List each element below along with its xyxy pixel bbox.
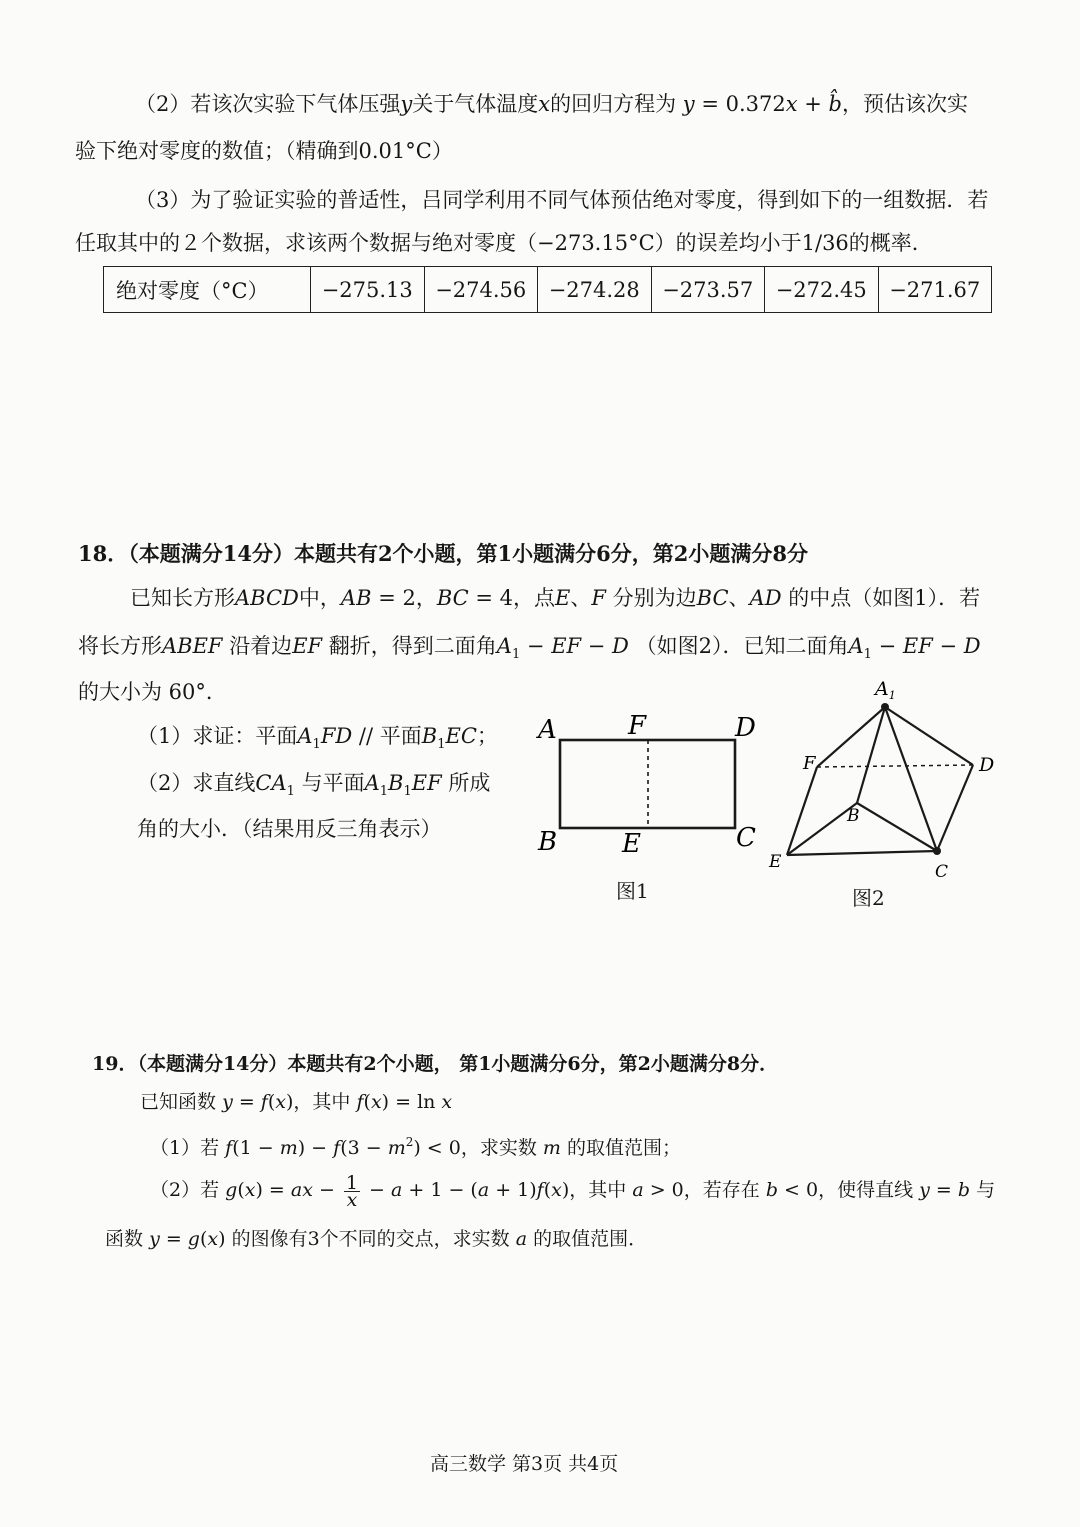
q19-sub1: （1）若 $f(1 - m) - f(3 - m^2) < 0$，求实数 m 的取值范围；: [150, 1135, 682, 1159]
label-c: C: [736, 823, 756, 853]
text: （2）若: [150, 1179, 220, 1201]
text: 的取值范围；: [567, 1137, 682, 1159]
figure-2-folded-solid: [765, 675, 1035, 885]
q19-title: 19．（本题满分14分）本题共有2个小题， 第1小题满分6分，第2小题满分8分．: [92, 1053, 779, 1075]
text: ，预估该次实: [841, 92, 968, 116]
figure-1-rectangle: [530, 700, 770, 860]
label-a1: $A_1$: [875, 678, 896, 702]
q18-line3: 的大小为 60°．: [78, 680, 227, 704]
text: 平面: [379, 724, 422, 748]
text: （2）求直线: [137, 771, 256, 795]
edge-a1-d: [885, 707, 973, 765]
table-cell: −273.57: [651, 267, 765, 313]
table-cell: −274.56: [424, 267, 538, 313]
q18-line2: 将长方形ABEF 沿着边EF 翻折，得到二面角$A_1$ − EF − D （如图2）．已知二面角$A_1$ − EF − D: [78, 634, 981, 662]
text: （2）若该次实验下气体压强: [135, 92, 401, 116]
label-d: D: [979, 754, 995, 776]
text: ，求实数: [460, 1137, 537, 1159]
text: ；: [476, 724, 498, 748]
edge-f-e: [787, 767, 817, 855]
q17-part3-line1: （3）为了验证实验的普适性，吕同学利用不同气体预估绝对零度，得到如下的一组数据．若: [135, 188, 989, 212]
table-cell: −272.45: [765, 267, 879, 313]
text: 的中点（如图1）．若: [788, 586, 981, 610]
text: ，若存在: [683, 1179, 760, 1201]
text: 分别为边: [612, 586, 697, 610]
edge-a1-f: [817, 707, 885, 767]
table-cell: −274.28: [538, 267, 652, 313]
table-header-cell: 绝对零度（°C）: [104, 267, 311, 313]
text: 中，: [298, 586, 341, 610]
q19-sub2: （2）若 g(x) = ax − $\frac{1}{x}$ − a + 1 − (a + 1)f(x)，其中 a > 0，若存在 b < 0，使得直线 y = b 与: [150, 1171, 996, 1211]
text: 的回归方程为: [550, 92, 677, 116]
q17-part2-line2: 验下绝对零度的数值；（精确到0.01°C）: [75, 139, 453, 163]
edge-a1-b: [857, 707, 885, 803]
text: 关于气体温度: [412, 92, 539, 116]
label-c: C: [935, 862, 949, 882]
label-e: E: [769, 852, 782, 872]
table-row: [104, 267, 992, 313]
q18-title: 18．（本题满分14分）本题共有2个小题，第1小题满分6分，第2小题满分8分: [78, 541, 809, 566]
edge-d-c: [937, 765, 973, 851]
q18-sub2-line2: 角的大小．（结果用反三角表示）: [137, 817, 442, 841]
figure-2-caption: 图2: [852, 886, 885, 910]
label-a: A: [538, 715, 557, 745]
edge-e-c: [787, 851, 937, 855]
text: 已知长方形: [130, 586, 235, 610]
edge-a1-c: [885, 707, 937, 851]
label-e: E: [622, 829, 641, 859]
text: 沿着边: [229, 634, 293, 658]
text: （如图2）．已知二面角: [635, 634, 849, 658]
label-d: D: [735, 713, 756, 743]
text: （1）若: [150, 1137, 220, 1159]
text: 与平面: [301, 771, 365, 795]
q18-line1: 已知长方形ABCD中，AB = 2，BC = 4，点E、F 分别为边BC、AD 的中点（如图1）．若: [130, 586, 981, 610]
absolute-zero-table: [103, 266, 992, 313]
q18-sub1: （1）求证：平面$A_1FD$ // 平面$B_1EC$；: [137, 724, 498, 752]
text: 翻折，得到二面角: [328, 634, 497, 658]
text: ，使得直线: [818, 1179, 914, 1201]
point-a1: [881, 703, 889, 711]
edge-b-c: [857, 803, 937, 851]
point-c: [933, 847, 941, 855]
text: 函数: [105, 1228, 144, 1250]
q17-part2-line1: （2）若该次实验下气体压强y关于气体温度x的回归方程为 y = 0.372x + b̂，预估该次实: [135, 92, 968, 116]
page-footer: 高三数学 第3页 共4页: [430, 1453, 619, 1475]
text: 已知函数: [140, 1091, 217, 1113]
figure-1-caption: 图1: [616, 879, 649, 903]
text: 的图像有3个不同的交点，求实数: [231, 1228, 510, 1250]
label-f: F: [803, 753, 816, 774]
text: 将长方形: [78, 634, 162, 658]
label-b: B: [847, 806, 860, 826]
table-cell: −275.13: [311, 267, 425, 313]
text: ，点: [513, 586, 556, 610]
text: 的取值范围．: [533, 1228, 648, 1250]
text: 与: [976, 1179, 996, 1201]
q19-line1: 已知函数 y = f(x)，其中 f(x) = ln x: [140, 1091, 453, 1113]
text: 所成: [448, 771, 491, 795]
text: = 0.372: [701, 92, 786, 116]
q19-line-last: 函数 y = g(x) 的图像有3个不同的交点，求实数 a 的取值范围．: [105, 1228, 648, 1250]
label-b: B: [538, 827, 558, 857]
text: （1）求证：平面: [137, 724, 298, 748]
fraction-one-over-x: $\frac{1}{x}$: [345, 1171, 359, 1211]
text: ，其中: [569, 1179, 627, 1201]
q18-sub2: （2）求直线$CA_1$ 与平面$A_1B_1EF$ 所成: [137, 771, 491, 799]
label-f: F: [628, 711, 647, 741]
text: ，其中: [293, 1091, 351, 1113]
q17-part3-line2: 任取其中的２个数据，求该两个数据与绝对零度（−273.15°C）的误差均小于1/36的概率．: [75, 231, 933, 255]
edge-f-d: [817, 765, 973, 767]
table-cell: −271.67: [878, 267, 992, 313]
